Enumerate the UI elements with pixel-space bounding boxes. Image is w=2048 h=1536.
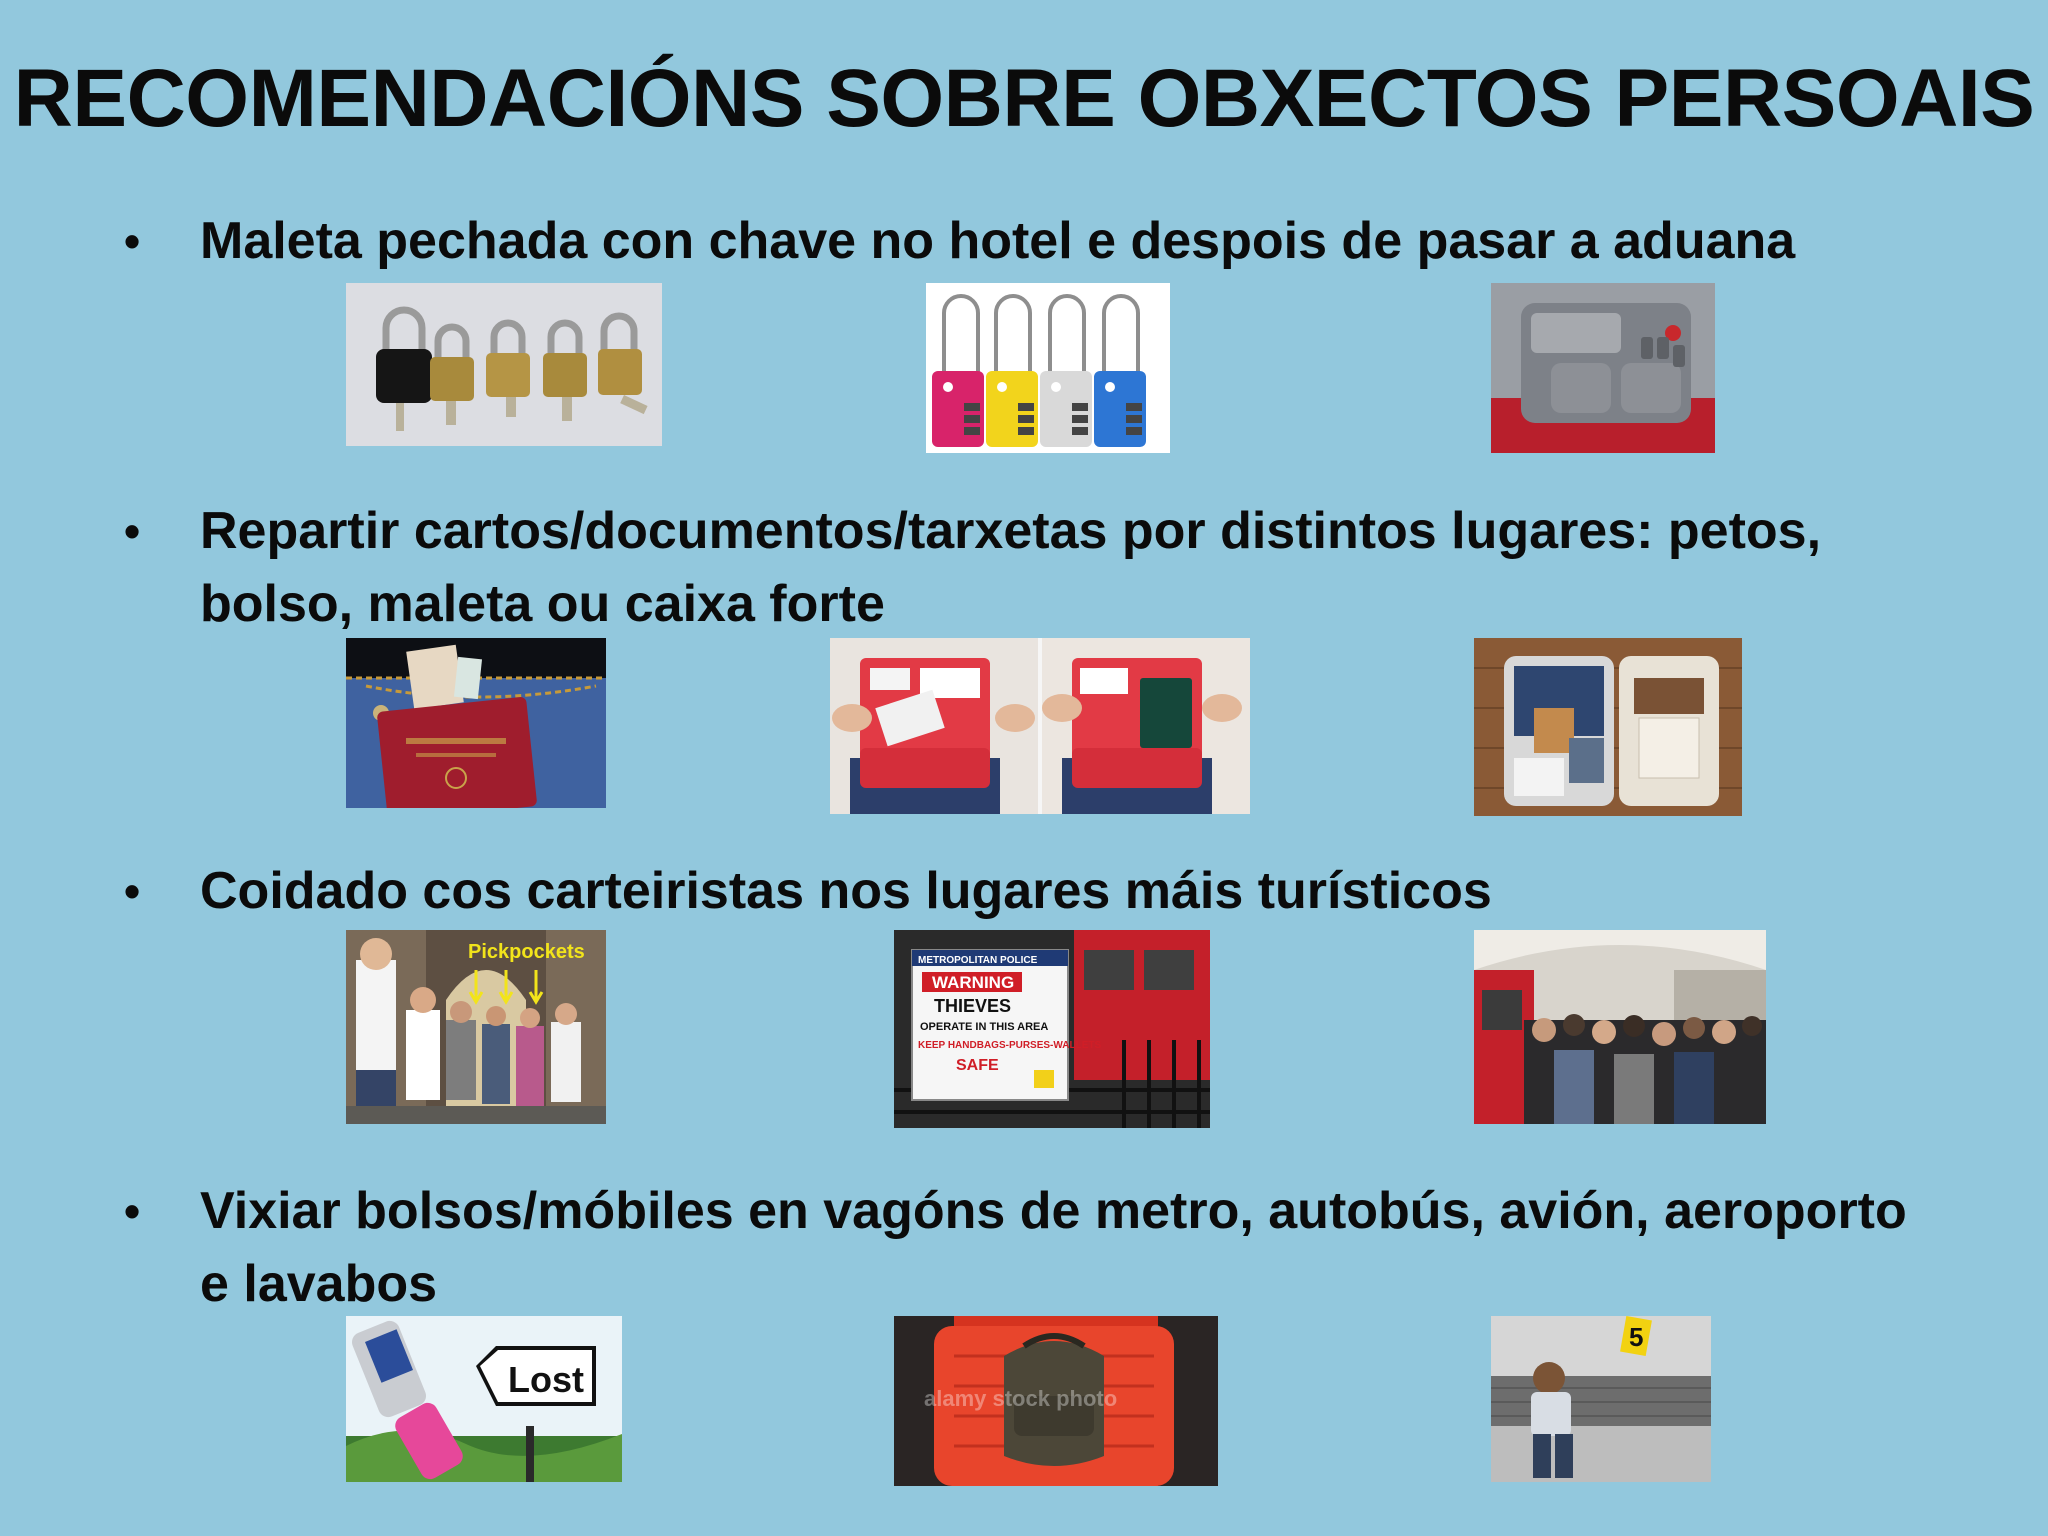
sign-thieves-text: THIEVES (934, 996, 1012, 1016)
bullet-point-icon: • (124, 865, 141, 917)
sign-operate-text: OPERATE IN THIS AREA (920, 1021, 1049, 1033)
bullet-point-icon: • (124, 215, 141, 267)
sign-safe-text: SAFE (956, 1057, 999, 1074)
bullet-1-line: Maleta pechada con chave no hotel e despois de pasar a aduana (200, 212, 1796, 270)
bullet-point-icon: • (124, 505, 141, 557)
pickpockets-label: Pickpockets (468, 941, 585, 963)
bullet-4-line-2: e lavabos (200, 1255, 438, 1313)
bag-on-bus-seat-photo (894, 1316, 1218, 1486)
suitcase-combination-lock-photo (1491, 283, 1715, 453)
bullet-2-line-1: Repartir cartos/documentos/tarxetas por distintos lugares: petos, (200, 502, 1822, 560)
bullet-2-text (200, 495, 2000, 641)
bullet-1-text (200, 205, 2000, 278)
bullet-4-line-1: Vixiar bolsos/móbiles en vagóns de metro, autobús, avión, aeroporto (200, 1182, 1907, 1240)
bullet-3-text (200, 855, 2000, 928)
neck-wallet-pouch-photo (830, 638, 1250, 814)
tourists-pickpockets-photo (346, 930, 606, 1124)
sign-warning-text: WARNING (932, 973, 1015, 992)
padlocks-with-keys-photo (346, 283, 662, 446)
bullet-2-line-2: bolso, maleta ou caixa forte (200, 575, 885, 633)
sign-header-text: METROPOLITAN POLICE (918, 955, 1038, 966)
lost-sign-text: Lost (508, 1359, 584, 1400)
slide-title: RECOMENDACIÓNS SOBRE OBXECTOS PERSOAIS (13, 53, 2035, 144)
bullet-4-text (200, 1175, 2000, 1321)
open-suitcase-organizer-photo (1474, 638, 1742, 816)
sign-keep-text: KEEP HANDBAGS-PURSES-WALLETS (918, 1040, 1102, 1051)
woman-at-baggage-claim-photo (1491, 1316, 1711, 1482)
lost-phone-sign-photo (346, 1316, 622, 1482)
watermark-text: alamy stock photo (924, 1386, 1118, 1411)
warning-thieves-sign-photo (894, 930, 1210, 1128)
bullet-point-icon: • (124, 1185, 141, 1237)
crowded-metro-platform-photo (1474, 930, 1766, 1124)
passport-in-jeans-pocket-photo (346, 638, 606, 808)
tsa-combination-cable-locks-photo (926, 283, 1170, 453)
bullet-3-line: Coidado cos carteiristas nos lugares máis turísticos (200, 862, 1492, 920)
carousel-number: 5 (1629, 1322, 1644, 1352)
